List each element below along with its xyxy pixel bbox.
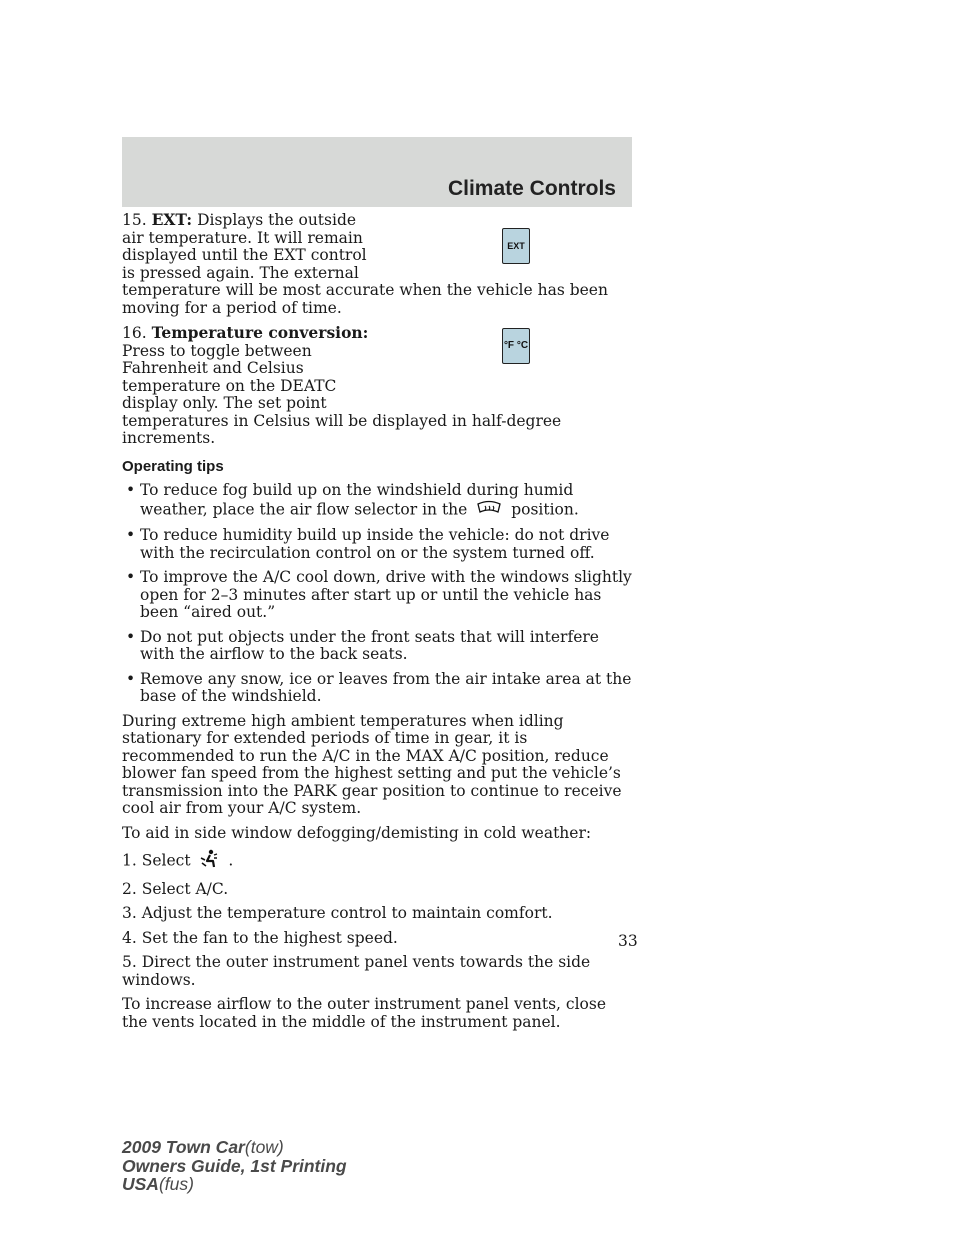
item-ext [122, 211, 634, 317]
list-item: • To reduce fog build up on the windshield during humid weather, place the air flow selector in the position. [122, 482, 634, 520]
header-band [122, 137, 632, 207]
list-item: • Do not put objects under the front seats that will interfere with the airflow to the back seats. [126, 627, 599, 663]
page-number: 33 [618, 932, 638, 950]
item-text: Displays the outside air temperature. It will remain displayed until the EXT control is pressed again. The external [122, 211, 367, 282]
list-item: • To improve the A/C cool down, drive with the windows slightly open for 2–3 minutes after start up or until the vehicle has been “aired out.” [126, 568, 632, 621]
operating-tips-heading: Operating tips [122, 457, 224, 475]
temp-conversion-icon: °F °C [502, 328, 530, 364]
section-title: Climate Controls [447, 177, 616, 200]
item-text: Press to toggle between Fahrenheit and Celsius temperature on the DEATC display only. The set point [122, 341, 337, 412]
step-1: 1. Select . [122, 849, 634, 874]
ext-button-icon: EXT [502, 228, 530, 264]
tips-list [122, 482, 634, 706]
list-item: • To reduce humidity build up inside the vehicle: do not drive with the recirculation control on or the system turned off. [126, 526, 610, 562]
extreme-heat-paragraph: During extreme high ambient temperatures when idling stationary for extended periods of time in gear, it is recommended to run the A/C in the MAX A/C position, reduce blower fan speed from the highest setting and put the vehicle’s transmission into the PARK gear position to continue to receive cool air from your A/C system. [122, 711, 622, 817]
step-2: 2. Select A/C. [122, 879, 229, 898]
defog-intro: To aid in side window defogging/demisting in cold weather: [122, 823, 592, 842]
windshield-defrost-icon [476, 500, 502, 521]
item-title: Temperature conversion: [151, 323, 369, 342]
item-temp-conversion [122, 324, 634, 448]
item-number: 16. [122, 324, 147, 342]
airflow-paragraph: To increase airflow to the outer instrument panel vents, close the vents located in the middle of the instrument panel. [122, 995, 606, 1031]
page-content [122, 211, 634, 1038]
footer: 2009 Town Car(tow) Owners Guide, 1st Printing USA(fus) [122, 1137, 347, 1194]
step-4: 4. Set the fan to the highest speed. [122, 928, 398, 947]
item-text-full: temperatures in Celsius will be displayed in half-degree increments. [122, 411, 562, 447]
item-text-full: temperature will be most accurate when the vehicle has been moving for a period of time. [122, 281, 608, 317]
item-title: EXT: [151, 210, 193, 229]
floor-defrost-icon [199, 849, 219, 874]
list-item: • Remove any snow, ice or leaves from the air intake area at the base of the windshield. [126, 669, 632, 705]
step-5: 5. Direct the outer instrument panel vents towards the side windows. [122, 953, 591, 989]
step-3: 3. Adjust the temperature control to maintain comfort. [122, 904, 553, 922]
item-number: 15. [122, 211, 147, 229]
